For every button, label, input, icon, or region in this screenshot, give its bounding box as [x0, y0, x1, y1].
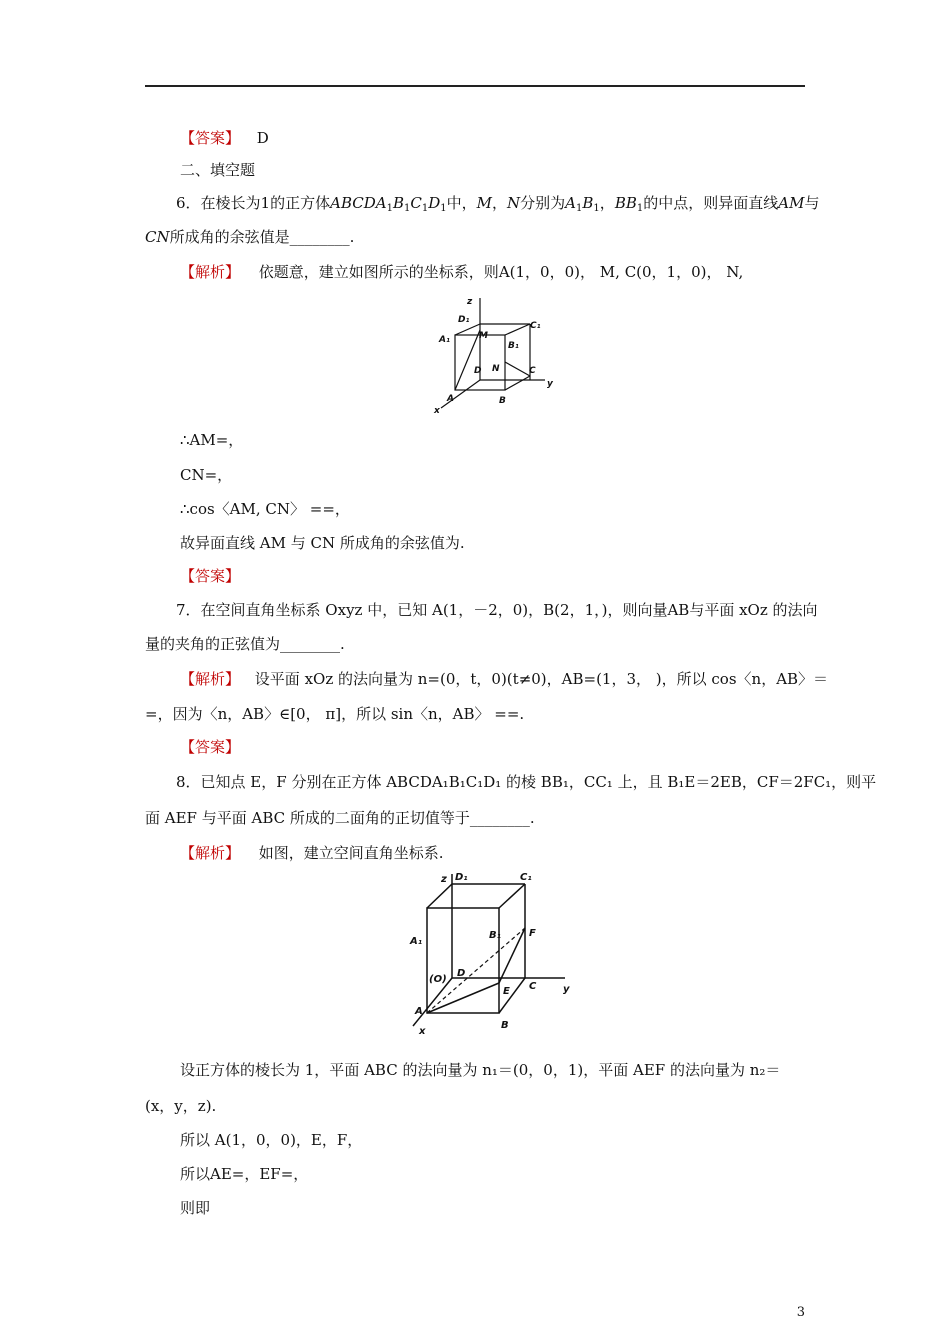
label-B1: B₁	[508, 341, 519, 351]
answer-line-6: 【答案】	[180, 567, 241, 585]
section-title: 二、填空题	[180, 161, 256, 179]
answer-line-7: 【答案】	[180, 738, 241, 756]
q8-body-2: (x，y，z).	[145, 1097, 217, 1115]
label-C1: C₁	[530, 321, 541, 331]
label-A1: A₁	[439, 335, 450, 345]
cube-figure-1	[425, 290, 565, 415]
label-D1: D₁	[458, 315, 470, 325]
q7-analysis-1: 【解析】 设平面 xOz 的法向量为 n=(0，t，0)(t≠0)，AB=(1，3， )，所以 cos〈n，AB〉＝	[180, 670, 829, 688]
q6-analysis: 【解析】 依题意，建立如图所示的坐标系，则A(1，0，0)， M, C(0，1，0)， N,	[180, 263, 744, 281]
page-number: 3	[796, 1305, 805, 1320]
answer-tag: 【答案】	[180, 129, 241, 147]
q7-line1: 7．在空间直角坐标系 Oxyz 中，已知 A(1，－2，0)，B(2，1，)，则向量AB与平面 xOz 的法向	[176, 601, 818, 619]
label-E: E	[503, 986, 510, 997]
label-D: D	[457, 968, 466, 979]
q8-analysis: 【解析】 如图，建立空间直角坐标系.	[180, 844, 444, 862]
label-N: N	[492, 364, 500, 374]
q8-body-5: 则即	[180, 1199, 211, 1217]
z-axis-label: z	[467, 297, 473, 307]
z-axis-label: z	[441, 874, 447, 885]
q6-line2: CN所成角的余弦值是________.	[145, 228, 355, 246]
q8-line1: 8．已知点 E，F 分别在正方体 ABCDA₁B₁C₁D₁ 的棱 BB₁，CC₁ 上，且 B₁E＝2EB，CF＝2FC₁，则平	[176, 773, 877, 791]
q8-body-4: 所以AE=，EF=，	[180, 1165, 309, 1183]
x-axis-label: x	[434, 406, 440, 415]
label-B1: B₁	[489, 930, 502, 941]
label-C: C	[529, 366, 536, 376]
label-O: (O)	[429, 974, 447, 985]
q8-body-1: 设正方体的棱长为 1，平面 ABC 的法向量为 n₁＝(0，0，1)，平面 AEF 的法向量为 n₂＝	[180, 1061, 781, 1079]
q8-body-3: 所以 A(1，0，0)，E，F，	[180, 1131, 363, 1149]
label-A: A	[415, 1006, 423, 1017]
q6-step3: ∴cos〈AM, CN〉 ==，	[180, 500, 350, 518]
label-F: F	[529, 928, 536, 939]
label-C1: C₁	[520, 872, 532, 883]
label-A1: A₁	[410, 936, 423, 947]
cube-figure-2	[405, 868, 580, 1038]
q6-step1: ∴AM=，	[180, 431, 244, 449]
answer-line-5	[180, 128, 269, 148]
y-axis-label: y	[563, 984, 570, 995]
x-axis-label: x	[419, 1026, 426, 1037]
q6-step2: CN=，	[180, 466, 233, 484]
header-rule	[145, 85, 805, 87]
q7-line2: 量的夹角的正弦值为________.	[145, 635, 345, 653]
answer-value: D	[256, 129, 269, 147]
label-B: B	[501, 1020, 509, 1031]
label-M: M	[479, 331, 488, 341]
label-A: A	[447, 394, 454, 404]
label-B: B	[499, 396, 506, 406]
q7-analysis-2: =，因为〈n，AB〉∈[0， π]，所以 sin〈n，AB〉 ==.	[145, 705, 525, 723]
label-D: D	[474, 366, 482, 376]
label-D1: D₁	[455, 872, 468, 883]
y-axis-label: y	[547, 379, 553, 389]
q8-line2: 面 AEF 与平面 ABC 所成的二面角的正切值等于________.	[145, 809, 535, 827]
label-C: C	[529, 981, 537, 992]
q6-line1: 6．在棱长为1的正方体$ABCDA_1B_1C_1D_1$中，M，N分别为$A_1B_1$，$BB_1$的中点，则异面直线AM与	[176, 194, 820, 214]
q6-step4: 故异面直线 AM 与 CN 所成角的余弦值为.	[180, 534, 465, 552]
